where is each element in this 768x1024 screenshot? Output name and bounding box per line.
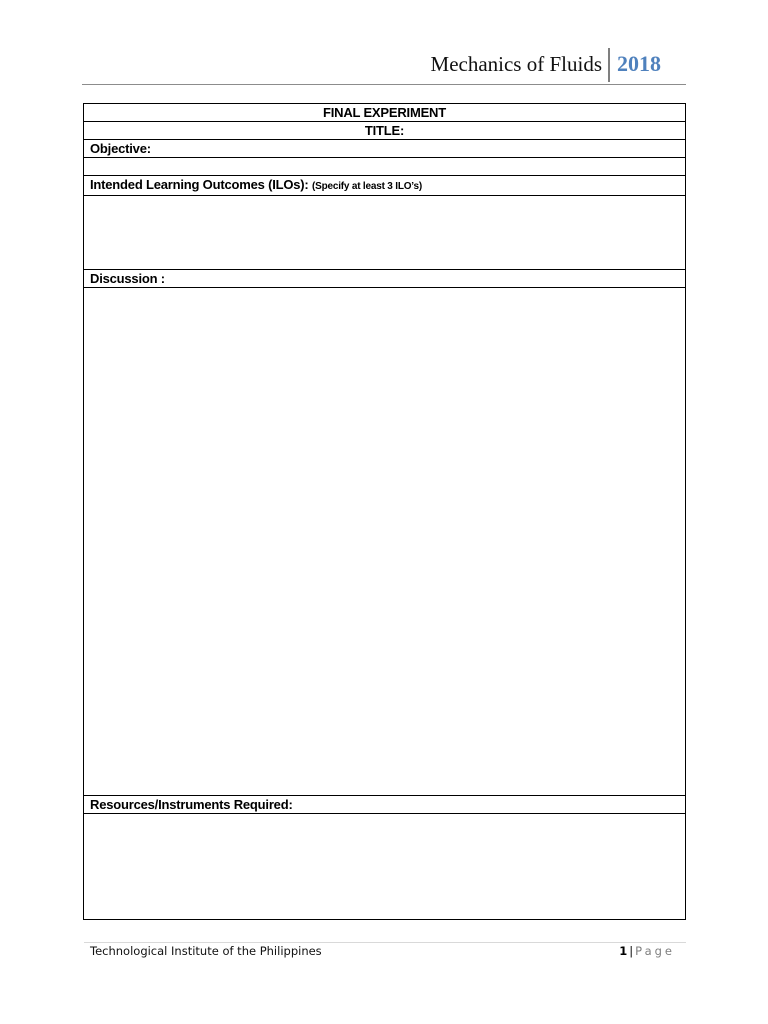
form-row-ilo-field [84,196,686,270]
ilo-label-cell [84,176,686,196]
objective-field[interactable] [84,158,686,176]
page-header [0,0,768,90]
form-heading: FINAL EXPERIMENT [84,104,686,122]
footer-page-indicator [619,944,675,958]
header-year: 2018 [617,51,661,76]
form-row-objective-label [84,140,686,158]
form-row-ilo-label [84,176,686,196]
discussion-field[interactable] [84,288,686,796]
page-number: 1 [619,944,628,958]
form-row-resources-label [84,796,686,814]
footer-rule [84,942,686,943]
form-row-heading [84,104,686,122]
objective-label: Objective: [84,140,686,158]
ilo-note: (Specify at least 3 ILO’s) [311,181,423,192]
resources-label: Resources/Instruments Required: [84,796,686,814]
form-row-resources-field [84,814,686,920]
footer-institution: Technological Institute of the Philippines [90,944,322,958]
ilo-field[interactable] [84,196,686,270]
header-course-title: Mechanics of Fluids [430,52,602,76]
header-rule [82,84,686,85]
page-word: Page [635,944,675,958]
form-row-discussion-label [84,270,686,288]
experiment-form-table [83,103,686,920]
form-row-discussion-field [84,288,686,796]
ilo-label: Intended Learning Outcomes (ILOs): [90,177,309,192]
page-footer [0,930,768,990]
title-label: TITLE: [84,122,686,140]
form-row-title [84,122,686,140]
page-separator: | [629,944,634,958]
resources-field[interactable] [84,814,686,920]
form-row-objective-field [84,158,686,176]
header-divider [608,48,610,82]
discussion-label: Discussion : [84,270,686,288]
